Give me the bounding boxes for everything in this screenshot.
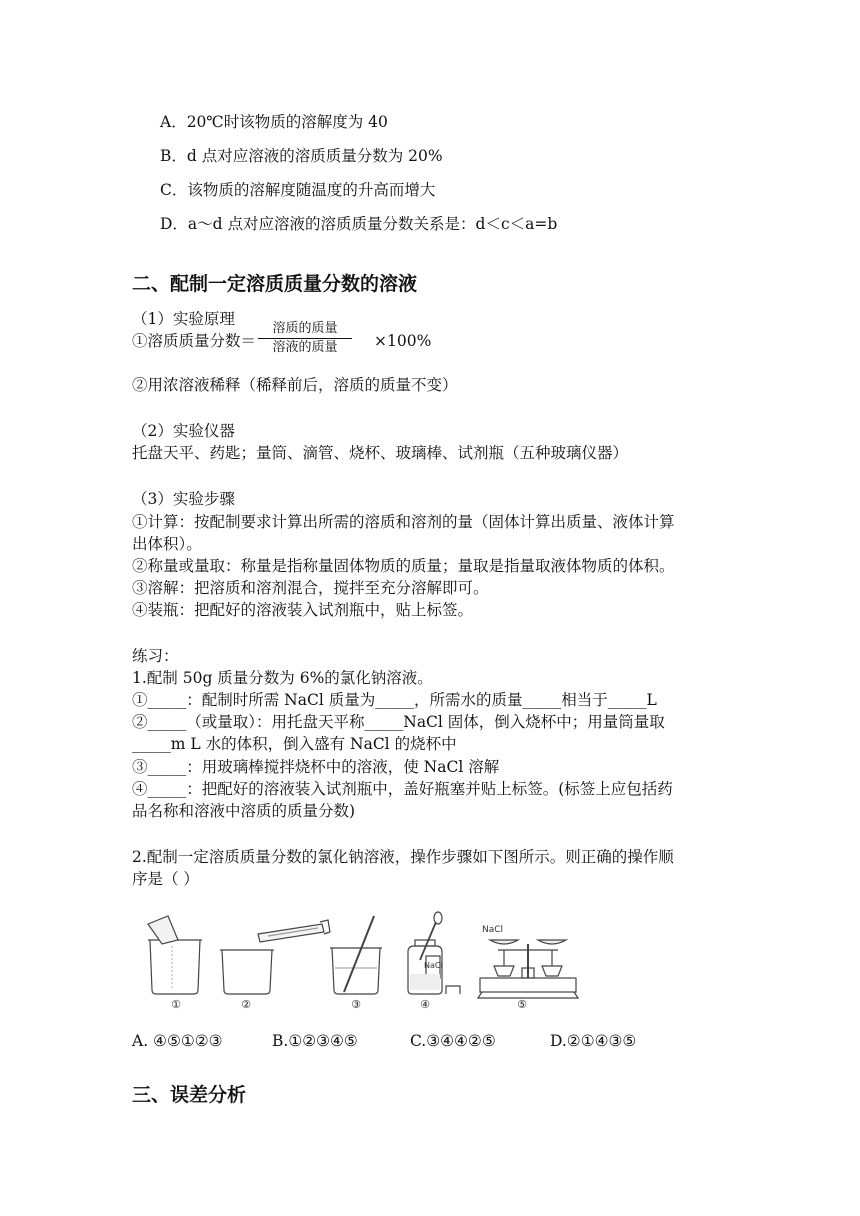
section-heading-3: 三、误差分析	[132, 1084, 247, 1106]
practice1-line: ④_____：把配好的溶液装入试剂瓶中，盖好瓶塞并贴上标签。(标签上应包括药	[132, 780, 673, 798]
formula-prefix: ①溶质质量分数＝	[132, 332, 257, 350]
figure-label-5: ⑤	[517, 998, 527, 1011]
practice1-line: ①_____：配制时所需 NaCl 质量为_____，所需水的质量_____相当于_____L	[132, 691, 657, 709]
formula-fraction	[258, 320, 352, 357]
step2-pour-icon	[220, 920, 330, 994]
answer-a: A. ④⑤①②③	[132, 1032, 223, 1050]
practice2-line: 序是（ ）	[132, 870, 199, 888]
instruments-title: （2）实验仪器	[132, 422, 235, 440]
step1-beaker-icon	[148, 916, 202, 994]
dilution-text: ②用浓溶液稀释（稀释前后，溶质的质量不变）	[132, 376, 458, 394]
formula-numerator: 溶质的质量	[272, 321, 338, 336]
practice1-line: 品名称和溶液中溶质的质量分数)	[132, 802, 356, 820]
figure-label-1: ①	[171, 998, 181, 1011]
practice1-line: 1.配制 50g 质量分数为 6%的氯化钠溶液。	[132, 669, 433, 687]
practice2-line: 2.配制一定溶质质量分数的氯化钠溶液，操作步骤如下图所示。则正确的操作顺	[132, 848, 674, 866]
option-a: A．20℃时该物质的溶解度为 40	[160, 113, 388, 131]
bottle-label: NaCl	[424, 961, 443, 970]
practice1-line: ②_____（或量取）：用托盘天平称_____NaCl 固体，倒入烧杯中；用量筒量取	[132, 713, 665, 731]
step-line: ①计算：按配制要求计算出所需的溶质和溶剂的量（固体计算出质量、液体计算	[132, 513, 675, 531]
answer-d: D.②①④③⑤	[550, 1032, 637, 1050]
figure-label-3: ③	[351, 998, 361, 1011]
step4-bottle-icon	[408, 912, 460, 994]
balance-label: NaCl	[482, 925, 504, 935]
step-line: ④装瓶：把配好的溶液装入试剂瓶中，贴上标签。	[132, 601, 474, 619]
formula-denominator: 溶液的质量	[258, 338, 352, 357]
figure-label-2: ②	[241, 998, 251, 1011]
principle-title: （1）实验原理	[132, 310, 235, 328]
figure-label-4: ④	[420, 998, 430, 1011]
step-line: 出体积）。	[132, 535, 202, 553]
option-b: B．d 点对应溶液的溶质质量分数为 20%	[160, 147, 443, 165]
practice1-line: ③_____：用玻璃棒搅拌烧杯中的溶液，使 NaCl 溶解	[132, 758, 500, 776]
step-line: ②称量或量取：称量是指称量固体物质的质量；量取是指量取液体物质的体积。	[132, 557, 675, 575]
practice-title: 练习：	[132, 647, 179, 665]
formula-suffix: ×100%	[374, 332, 432, 350]
instruments-text: 托盘天平、药匙；量筒、滴管、烧杯、玻璃棒、试剂瓶（五种玻璃仪器）	[132, 444, 629, 462]
section-heading-2: 二、配制一定溶质质量分数的溶液	[132, 273, 418, 295]
option-d: D．a～d 点对应溶液的溶质质量分数关系是：d＜c＜a=b	[160, 215, 558, 233]
step5-balance-icon	[478, 940, 578, 998]
answer-c: C.③④④②⑤	[410, 1032, 496, 1050]
practice1-line: _____m L 水的体积，倒入盛有 NaCl 的烧杯中	[132, 735, 457, 753]
step-line: ③溶解：把溶质和溶剂混合，搅拌至充分溶解即可。	[132, 579, 489, 597]
steps-title: （3）实验步骤	[132, 490, 235, 508]
lab-steps-figure	[138, 910, 590, 1012]
step3-stir-icon	[330, 916, 382, 994]
answer-b: B.①②③④⑤	[272, 1032, 358, 1050]
option-c: C．该物质的溶解度随温度的升高而增大	[160, 181, 436, 199]
